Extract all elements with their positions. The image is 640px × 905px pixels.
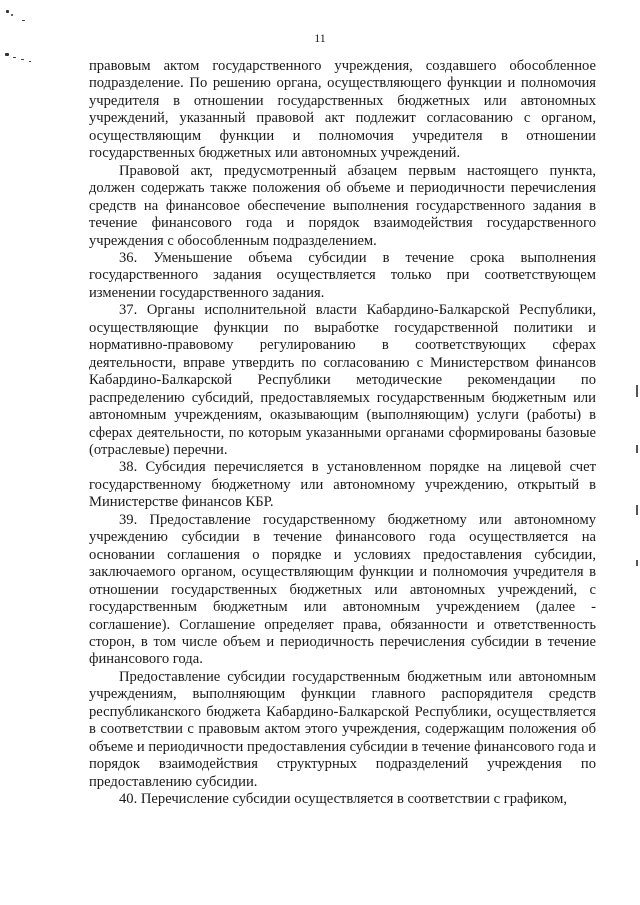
page-number: 11 <box>314 31 326 45</box>
paragraph-38: 38. Субсидия перечисляется в установленном порядке на лицевой счет государственному бюджетному или автономному учреждению, открытый в Министерстве финансов КБР. <box>89 459 596 511</box>
scan-edge-mark-3 <box>636 505 638 515</box>
scan-speck-1 <box>6 10 9 13</box>
paragraph-39: 39. Предоставление государственному бюджетному или автономному учреждению субсидии в течение финансового года осуществляется на основании соглашения о порядке и условиях предоставления субсидии, заключаемого органом, осуществляющим функции и полномочия учредителя в отношении государственных бюджетных или автономных учреждений, с государственным бюджетным или автономным учреждением (далее - соглашение). Соглашение определяет права, обязанности и ответственность сторон, в том числе объем и периодичность перечисления субсидии в течение финансового года. <box>89 511 596 668</box>
scan-speck-3 <box>22 20 25 21</box>
scan-speck-4 <box>5 53 9 56</box>
scan-speck-2 <box>11 14 13 16</box>
paragraph-36: 36. Уменьшение объема субсидии в течение срока выполнения государственного задания осуществляется только при соответствующем изменении государственного задания. <box>89 249 596 301</box>
scan-edge-mark-4 <box>636 560 638 566</box>
paragraph-37: 37. Органы исполнительной власти Кабардино-Балкарской Республики, осуществляющие функции по выработке государственной политики и нормативно-правовому регулированию в соответствующих сферах деятельности, вправе утвердить по согласованию с Министерством финансов Кабардино-Балкарской Республики методические рекомендации по распределению субсидий, предоставляемых государственным бюджетным или автономным учреждениям, оказывающим (выполняющим) услуги (работы) в сферах деятельности, по которым указанными органами сформированы базовые (отраслевые) перечни. <box>89 302 596 458</box>
scan-edge-mark-1 <box>636 385 638 397</box>
scan-speck-5 <box>13 57 16 58</box>
scan-speck-7 <box>29 61 31 62</box>
paragraph-legal-act: Правовой акт, предусмотренный абзацем первым настоящего пункта, должен содержать также положения об объеме и периодичности перечисления средств на финансовое обеспечение выполнения государственного задания в течение финансового года и порядок взаимодействия государственного учреждения с обособленным подразделением. <box>89 162 596 249</box>
scan-speck-6 <box>21 59 24 60</box>
paragraph-grant: Предоставление субсидии государственным бюджетным или автономным учреждениям, выполняющим функции главного распорядителя средств республиканского бюджета Кабардино-Балкарской Республики, осуществляется в соответствии с правовым актом этого учреждения, содержащим положения об объеме и периодичности предоставления субсидии в течение финансового года и порядок взаимодействия структурных подразделений учреждения по предоставлению субсидии. <box>89 668 596 790</box>
document-body <box>89 58 596 808</box>
paragraph-continuation: правовым актом государственного учреждения, создавшего обособленное подразделение. По решению органа, осуществляющего функции и полномочия учредителя в отношении государственных бюджетных или автономных учреждений, указанный правовой акт подлежит согласованию с органом, осуществляющим функции и полномочия учредителя в отношении государственных бюджетных или автономных учреждений. <box>89 58 596 162</box>
scan-edge-mark-2 <box>636 445 638 453</box>
paragraph-40: 40. Перечисление субсидии осуществляется в соответствии с графиком, <box>119 791 568 808</box>
